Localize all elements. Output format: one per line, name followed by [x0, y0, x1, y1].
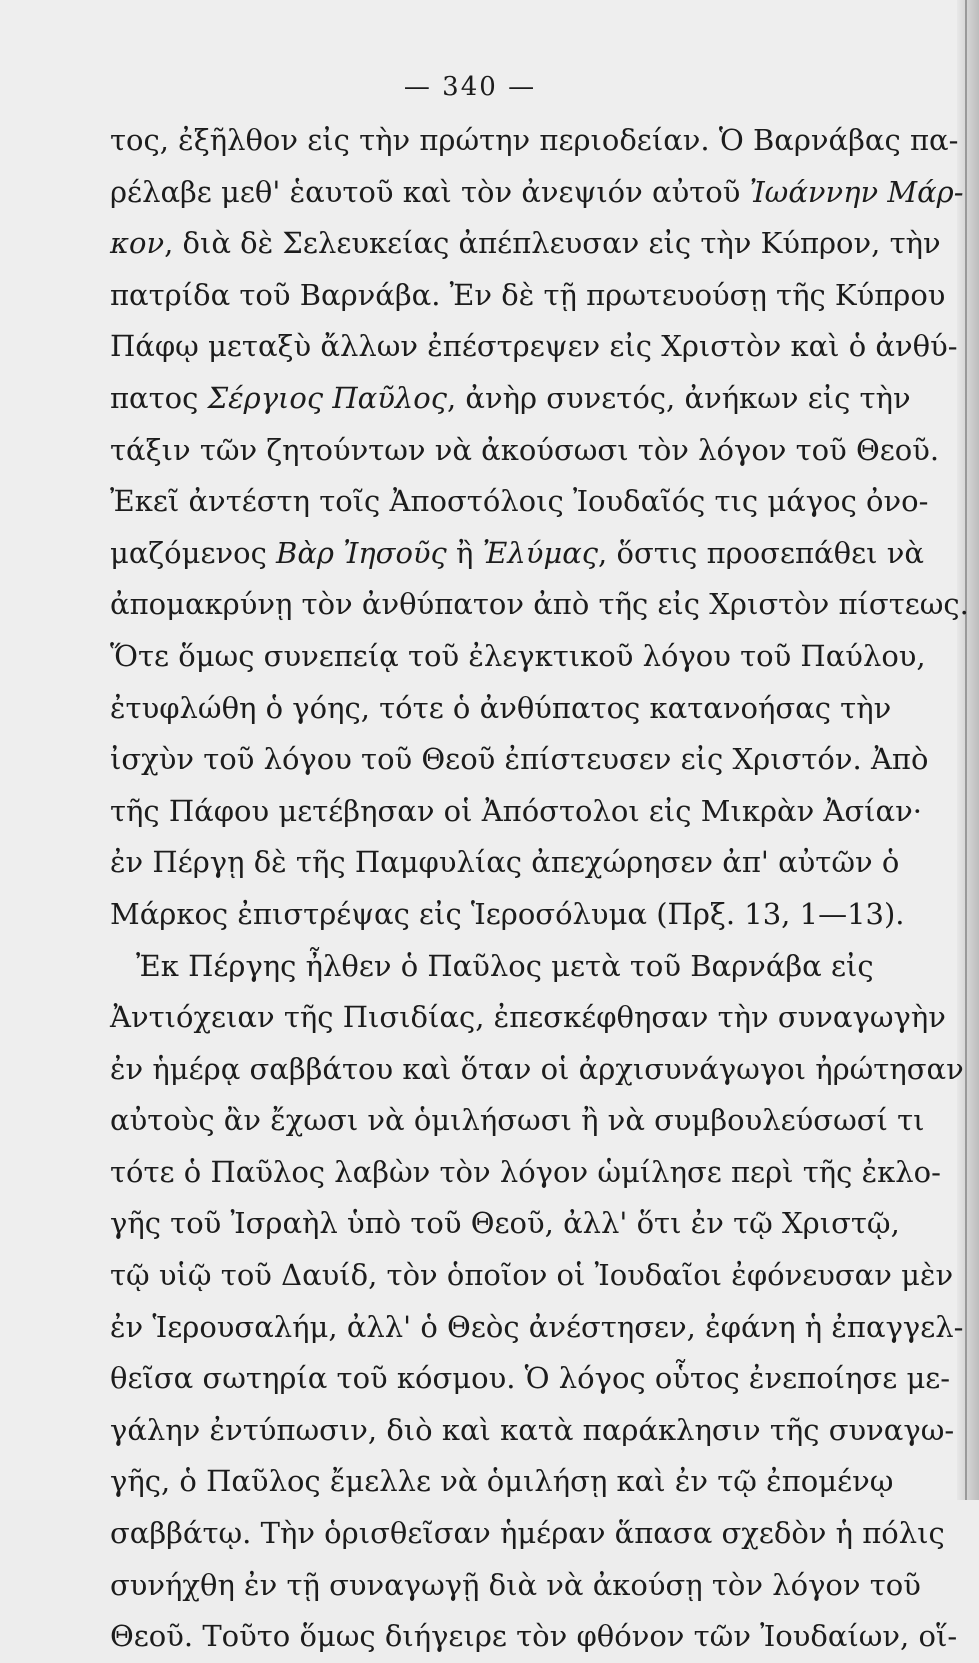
text-line — [110, 1095, 925, 1147]
text-line — [110, 270, 946, 322]
text-line — [110, 631, 926, 683]
text-line — [110, 373, 911, 425]
text-run: ἐν ἡμέρᾳ σαββάτου καὶ ὅταν οἱ ἀρχισυνάγωγοι ἠρώτησαν — [110, 1051, 964, 1086]
text-line — [110, 889, 905, 941]
text-run: Μάρκος ἐπιστρέψας εἰς Ἱεροσόλυμα (Πρξ. 13, 1—13). — [110, 896, 905, 931]
italic-name: Βὰρ Ἰησοῦς — [276, 535, 447, 570]
text-run: Πάφῳ μεταξὺ ἄλλων ἐπέστρεψεν εἰς Χριστὸν καὶ ὁ ἀνθύ- — [110, 329, 958, 364]
text-run: σαββάτῳ. Τὴν ὁρισθεῖσαν ἡμέραν ἅπασα σχεδὸν ἡ πόλις — [110, 1516, 945, 1551]
text-line — [110, 1250, 954, 1302]
text-line — [110, 115, 959, 167]
text-line — [110, 786, 922, 838]
text-run: συνήχθη ἐν τῇ συναγωγῇ διὰ νὰ ἀκούσῃ τὸν λόγον τοῦ — [110, 1567, 921, 1602]
text-line — [110, 1147, 941, 1199]
text-run: μαζόμενος — [110, 535, 277, 570]
text-line — [110, 425, 940, 477]
text-run: , ὅστις προσεπάθει νὰ — [598, 535, 924, 570]
text-run: τῆς Πάφου μετέβησαν οἱ Ἀπόστολοι εἰς Μικρὰν Ἀσίαν· — [110, 793, 922, 828]
text-run: ἰσχὺν τοῦ λόγου τοῦ Θεοῦ ἐπίστευσεν εἰς Χριστόν. Ἀπὸ — [110, 742, 929, 777]
italic-name: κον — [110, 226, 165, 261]
text-line — [110, 579, 969, 631]
text-line — [110, 1044, 964, 1096]
text-line — [110, 1560, 921, 1612]
text-run: ἢ — [446, 535, 483, 570]
page-edge-rule — [965, 0, 967, 1500]
text-run: τάξιν τῶν ζητούντων νὰ ἀκούσωσι τὸν λόγον τοῦ Θεοῦ. — [110, 432, 940, 467]
text-line — [110, 941, 874, 993]
text-line — [110, 1353, 951, 1405]
text-run: Θεοῦ. Τοῦτο ὅμως διήγειρε τὸν φθόνον τῶν Ἰουδαίων, οἵ- — [110, 1619, 958, 1654]
text-line — [110, 734, 929, 786]
page-edge-shadow — [957, 0, 979, 1500]
text-run: γῆς, ὁ Παῦλος ἔμελλε νὰ ὁμιλήσῃ καὶ ἐν τῷ ἐπομένῳ — [110, 1464, 894, 1499]
text-line — [110, 1405, 955, 1457]
text-line — [110, 837, 900, 889]
text-line — [110, 218, 941, 270]
text-run: ἐν Ἱερουσαλήμ, ἀλλ' ὁ Θεὸς ἀνέστησεν, ἐφάνη ἡ ἐπαγγελ- — [110, 1309, 964, 1344]
text-run: Ὅτε ὅμως συνεπείᾳ τοῦ ἐλεγκτικοῦ λόγου τοῦ Παύλου, — [110, 638, 926, 673]
text-run: Ἀντιόχειαν τῆς Πισιδίας, ἐπεσκέφθησαν τὴν συναγωγὴν — [110, 1000, 946, 1035]
text-run: ρέλαβε μεθ' ἑαυτοῦ καὶ τὸν ἀνεψιόν αὐτοῦ — [110, 174, 750, 209]
text-run: πατος — [110, 380, 208, 415]
text-line — [110, 1456, 894, 1508]
text-run: θεῖσα σωτηρία τοῦ κόσμου. Ὁ λόγος οὗτος ἐνεποίησε με- — [110, 1361, 951, 1396]
text-line — [110, 476, 929, 528]
text-run: ἐν Πέργῃ δὲ τῆς Παμφυλίας ἀπεχώρησεν ἀπ' αὐτῶν ὁ — [110, 845, 900, 880]
text-line — [110, 528, 924, 580]
body-text — [110, 115, 969, 1663]
text-run: , διὰ δὲ Σελευκείας ἀπέπλευσαν εἰς τὴν Κύπρον, τὴν — [164, 226, 941, 261]
text-run: Ἐκεῖ ἀντέστη τοῖς Ἀποστόλοις Ἰουδαῖός τις μάγος ὀνο- — [110, 484, 929, 519]
italic-name: Ἰωάννην Μάρ- — [749, 174, 964, 209]
text-line — [110, 167, 964, 219]
italic-name: Σέργιος Παῦλος — [207, 380, 447, 415]
text-run: τος, ἐξῆλθον εἰς τὴν πρώτην περιοδείαν. Ὁ Βαρνάβας πα- — [110, 123, 959, 157]
text-run: τότε ὁ Παῦλος λαβὼν τὸν λόγον ὡμίλησε περὶ τῆς ἐκλο- — [110, 1154, 941, 1189]
italic-name: Ἐλύμας — [482, 535, 599, 570]
text-run: Ἐκ Πέργης ἦλθεν ὁ Παῦλος μετὰ τοῦ Βαρνάβα εἰς — [136, 948, 874, 983]
text-line — [110, 1611, 958, 1663]
text-run: τῷ υἱῷ τοῦ Δαυίδ, τὸν ὁποῖον οἱ Ἰουδαῖοι ἐφόνευσαν μὲν — [110, 1258, 954, 1293]
text-run: πατρίδα τοῦ Βαρνάβα. Ἐν δὲ τῇ πρωτευούσῃ τῆς Κύπρου — [110, 277, 946, 312]
text-line — [110, 1198, 900, 1250]
text-run: γῆς τοῦ Ἰσραὴλ ὑπὸ τοῦ Θεοῦ, ἀλλ' ὅτι ἐν τῷ Χριστῷ, — [110, 1206, 900, 1241]
text-run: γάλην ἐντύπωσιν, διὸ καὶ κατὰ παράκλησιν τῆς συναγω- — [110, 1412, 955, 1447]
text-run: ἐτυφλώθη ὁ γόης, τότε ὁ ἀνθύπατος κατανοήσας τὴν — [110, 690, 892, 725]
text-line — [110, 1508, 945, 1560]
text-line — [110, 992, 946, 1044]
text-line — [110, 1302, 964, 1354]
page-number: — 340 — — [403, 72, 537, 102]
text-line — [110, 683, 892, 735]
text-run: , ἀνὴρ συνετός, ἀνήκων εἰς τὴν — [446, 380, 911, 415]
text-line — [110, 321, 958, 373]
text-run: ἀπομακρύνῃ τὸν ἀνθύπατον ἀπὸ τῆς εἰς Χριστὸν πίστεως. — [110, 587, 969, 622]
text-run: αὐτοὺς ἂν ἔχωσι νὰ ὁμιλήσωσι ἢ νὰ συμβουλεύσωσί τι — [110, 1103, 925, 1138]
